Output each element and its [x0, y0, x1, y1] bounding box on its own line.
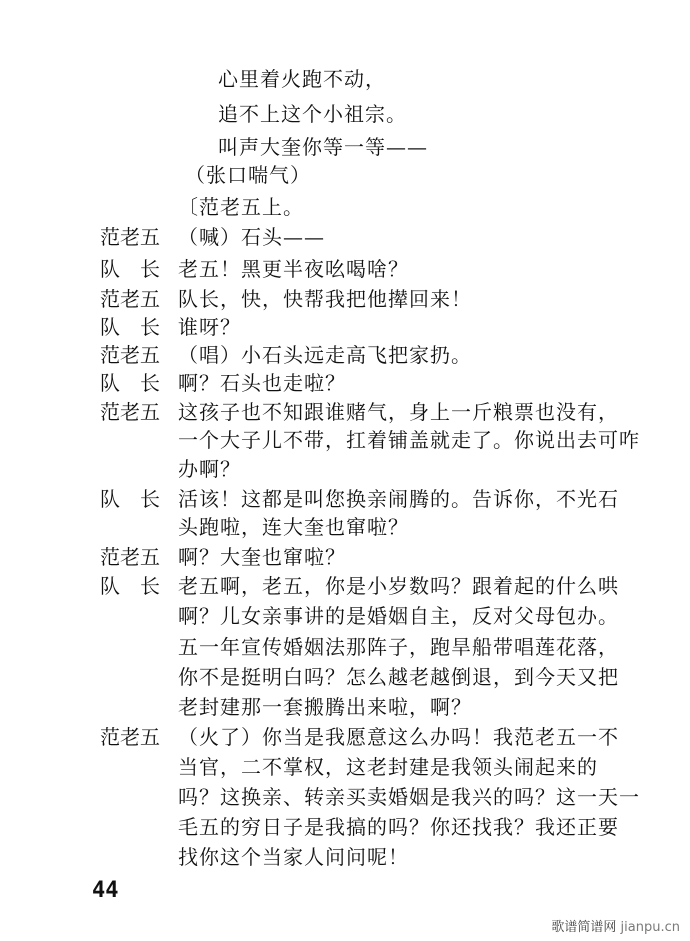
- dialogue-line: 头跑啦，连大奎也窜啦？: [178, 515, 409, 539]
- dialogue-line: 当官，二不掌权，这老封建是我领头闹起来的: [178, 755, 598, 779]
- dialogue-line: 一个大子儿不带，扛着铺盖就走了。你说出去可咋: [178, 428, 640, 452]
- dialogue-line: 这孩子也不知跟谁赌气，身上一斤粮票也没有，: [178, 400, 619, 424]
- speaker-name: 队 长: [100, 487, 160, 511]
- dialogue-line: 啊？大奎也窜啦？: [178, 545, 346, 569]
- dialogue-line: （喊）石头——: [178, 225, 325, 249]
- speaker-name: 范老五: [100, 725, 160, 749]
- speaker-name: 范老五: [100, 400, 160, 424]
- speaker-name: 队 长: [100, 574, 160, 598]
- dialogue-line: （火了）你当是我愿意这么办吗！我范老五一不: [178, 725, 619, 749]
- verse-line: 心里着火跑不动，: [218, 67, 386, 91]
- speaker-name: 范老五: [100, 287, 160, 311]
- dialogue-line: 毛五的穷日子是我搞的吗？你还找我？我还正要: [178, 815, 619, 839]
- dialogue-line: 啊？石头也走啦？: [178, 371, 346, 395]
- dialogue-line: 啊？儿女亲事讲的是婚姻自主，反对父母包办。: [178, 604, 619, 628]
- stage-direction: 〔范老五上。: [178, 195, 304, 219]
- stage-direction: （张口喘气）: [185, 163, 311, 187]
- dialogue-line: 队长，快，快帮我把他撵回来！: [178, 287, 472, 311]
- speaker-name: 队 长: [100, 257, 160, 281]
- dialogue-line: 活该！这都是叫您换亲闹腾的。告诉你，不光石: [178, 487, 619, 511]
- dialogue-line: 吗？这换亲、转亲买卖婚姻是我兴的吗？这一天一: [178, 785, 640, 809]
- watermark-site: jianpu.cn: [620, 920, 680, 935]
- speaker-name: 范老五: [100, 343, 160, 367]
- dialogue-line: 五一年宣传婚姻法那阵子，跑旱船带唱莲花落，: [178, 635, 619, 659]
- speaker-name: 队 长: [100, 315, 160, 339]
- verse-line: 追不上这个小祖宗。: [218, 102, 407, 126]
- dialogue-line: 办啊？: [178, 457, 241, 481]
- verse-line: 叫声大奎你等一等——: [218, 135, 428, 159]
- watermark: [551, 916, 680, 935]
- dialogue-line: 找你这个当家人问问呢！: [178, 845, 409, 869]
- watermark-label: 歌谱简谱网: [551, 920, 617, 935]
- dialogue-line: 老五啊，老五，你是小岁数吗？跟着起的什么哄: [178, 574, 619, 598]
- dialogue-line: 老封建那一套搬腾出来啦，啊？: [178, 695, 472, 719]
- speaker-name: 范老五: [100, 545, 160, 569]
- dialogue-line: （唱）小石头远走高飞把家扔。: [178, 343, 472, 367]
- dialogue-line: 你不是挺明白吗？怎么越老越倒退，到今天又把: [178, 665, 619, 689]
- dialogue-line: 老五！黑更半夜吆喝啥？: [178, 257, 409, 281]
- speaker-name: 队 长: [100, 371, 160, 395]
- page-number: 44: [92, 878, 119, 903]
- speaker-name: 范老五: [100, 225, 160, 249]
- dialogue-line: 谁呀？: [178, 315, 241, 339]
